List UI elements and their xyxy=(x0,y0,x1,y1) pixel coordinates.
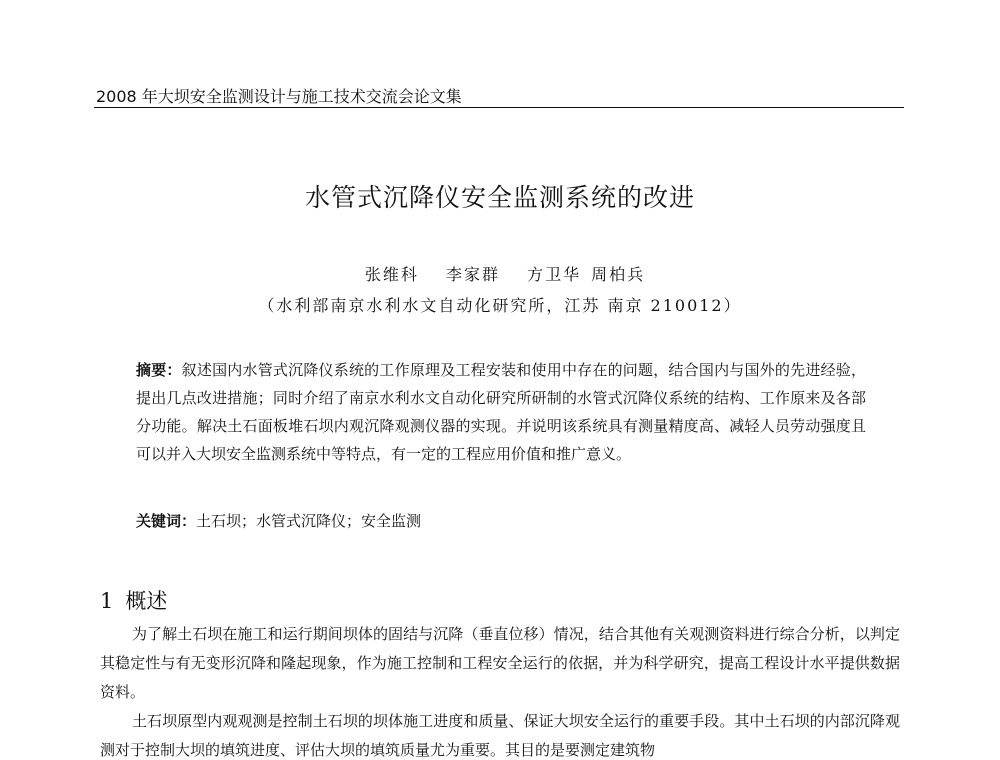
section-number: 1 xyxy=(100,589,114,613)
author-name: 张维科 xyxy=(364,265,419,284)
body-paragraph: 为了解土石坝在施工和运行期间坝体的固结与沉降（垂直位移）情况，结合其他有关观测资料进行综合分析，以判定其稳定性与有无变形沉降和隆起现象，作为施工控制和工程安全运行的依据，并为科学研究，提高工程设计水平提供数据资料。 xyxy=(100,625,900,701)
section-body xyxy=(100,620,900,760)
keywords xyxy=(136,507,866,535)
author-list xyxy=(0,262,1000,285)
author-name: 方卫华 xyxy=(527,265,582,284)
section-title: 概述 xyxy=(125,589,168,613)
body-paragraph: 土石坝原型内观观测是控制土石坝的坝体施工进度和质量、保证大坝安全运行的重要手段。其中土石坝的内部沉降观测对于控制大坝的填筑进度、评估大坝的填筑质量尤为重要。其目的是要测定建筑物 xyxy=(100,712,900,759)
abstract xyxy=(136,356,866,468)
abstract-text: 叙述国内水管式沉降仪系统的工作原理及工程安装和使用中存在的问题，结合国内与国外的先进经验，提出几点改进措施；同时介绍了南京水利水文自动化研究所研制的水管式沉降仪系统的结构、工作原来及各部分功能。解决土石面板堆石坝内观沉降观测仪器的实现。并说明该系统具有测量精度高、减轻人员劳动强度且可以并入大坝安全监测系统中等特点，有一定的工程应用价值和推广意义。 xyxy=(136,361,866,463)
header-rule xyxy=(94,107,904,108)
author-name: 李家群 xyxy=(445,265,500,284)
abstract-label: 摘要： xyxy=(136,361,182,379)
affiliation: （水利部南京水利水文自动化研究所，江苏 南京 210012） xyxy=(258,296,742,315)
author-name: 周柏兵 xyxy=(591,265,646,284)
paper-title: 水管式沉降仪安全监测系统的改进 xyxy=(304,183,695,212)
keywords-text: 土石坝；水管式沉降仪；安全监测 xyxy=(196,512,422,530)
section-heading xyxy=(100,585,167,615)
running-header: 2008 年大坝安全监测设计与施工技术交流会论文集 xyxy=(96,87,462,106)
keywords-label: 关键词： xyxy=(136,512,197,530)
